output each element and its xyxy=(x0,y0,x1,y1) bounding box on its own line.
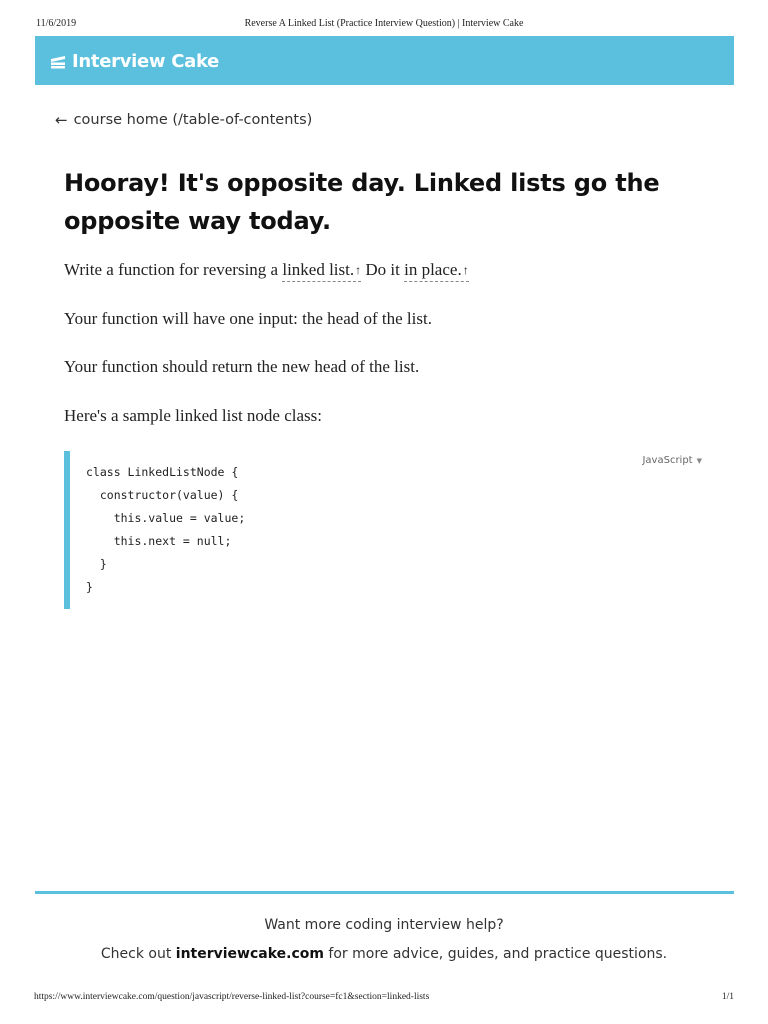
footer-divider xyxy=(35,891,734,894)
brand-logo-link[interactable] xyxy=(49,49,219,73)
code-line: this.next = null; xyxy=(86,534,232,548)
chevron-down-icon: ▼ xyxy=(696,456,702,465)
code-line: } xyxy=(86,580,93,594)
brand-name: Interview Cake xyxy=(72,50,220,72)
cake-logo-icon xyxy=(49,52,67,70)
print-document-title: Reverse A Linked List (Practice Interview Question) | Interview Cake xyxy=(244,18,524,29)
code-lines xyxy=(86,461,245,599)
prompt-text-mid: Do it xyxy=(361,260,405,279)
course-home-label: course home (/table-of-contents) xyxy=(73,112,313,128)
question-prompt xyxy=(64,260,469,280)
code-line: class LinkedListNode { xyxy=(86,465,239,479)
back-arrow-icon: ← xyxy=(55,111,68,129)
external-link-icon: ↑ xyxy=(462,263,469,277)
footer-cta-heading: Want more coding interview help? xyxy=(264,917,504,933)
language-selector[interactable] xyxy=(642,455,702,466)
course-home-link[interactable] xyxy=(55,111,312,129)
print-page-count: 1/1 xyxy=(721,992,734,1002)
question-output-description: Your function should return the new head of the list. xyxy=(64,357,420,376)
interviewcake-link[interactable]: interviewcake.com xyxy=(175,946,324,962)
code-line: this.value = value; xyxy=(86,511,246,525)
linked-list-term-label: linked list. xyxy=(282,260,355,279)
language-label: JavaScript xyxy=(642,455,693,466)
in-place-term-link[interactable] xyxy=(404,260,469,282)
question-input-description: Your function will have one input: the head of the list. xyxy=(64,309,432,328)
print-date: 11/6/2019 xyxy=(36,18,77,29)
code-line: } xyxy=(86,557,107,571)
question-title: Hooray! It's opposite day. Linked lists go the opposite way today. xyxy=(64,169,660,235)
print-header xyxy=(0,14,768,30)
footer-text-end: for more advice, guides, and practice questions. xyxy=(323,946,668,962)
code-line: constructor(value) { xyxy=(86,488,239,502)
code-block xyxy=(64,451,710,609)
brand-bar xyxy=(35,36,734,85)
print-footer xyxy=(0,992,768,1006)
sample-class-intro: Here's a sample linked list node class: xyxy=(64,406,322,425)
in-place-term-label: in place. xyxy=(404,260,462,279)
print-url: https://www.interviewcake.com/question/javascript/reverse-linked-list?course=fc1&section=linked-lists xyxy=(34,992,430,1002)
footer-cta-text xyxy=(0,946,768,962)
footer-text-start: Check out xyxy=(100,946,176,962)
prompt-text-start: Write a function for reversing a xyxy=(64,260,283,279)
linked-list-term-link[interactable] xyxy=(282,260,361,282)
external-link-icon: ↑ xyxy=(355,263,362,277)
